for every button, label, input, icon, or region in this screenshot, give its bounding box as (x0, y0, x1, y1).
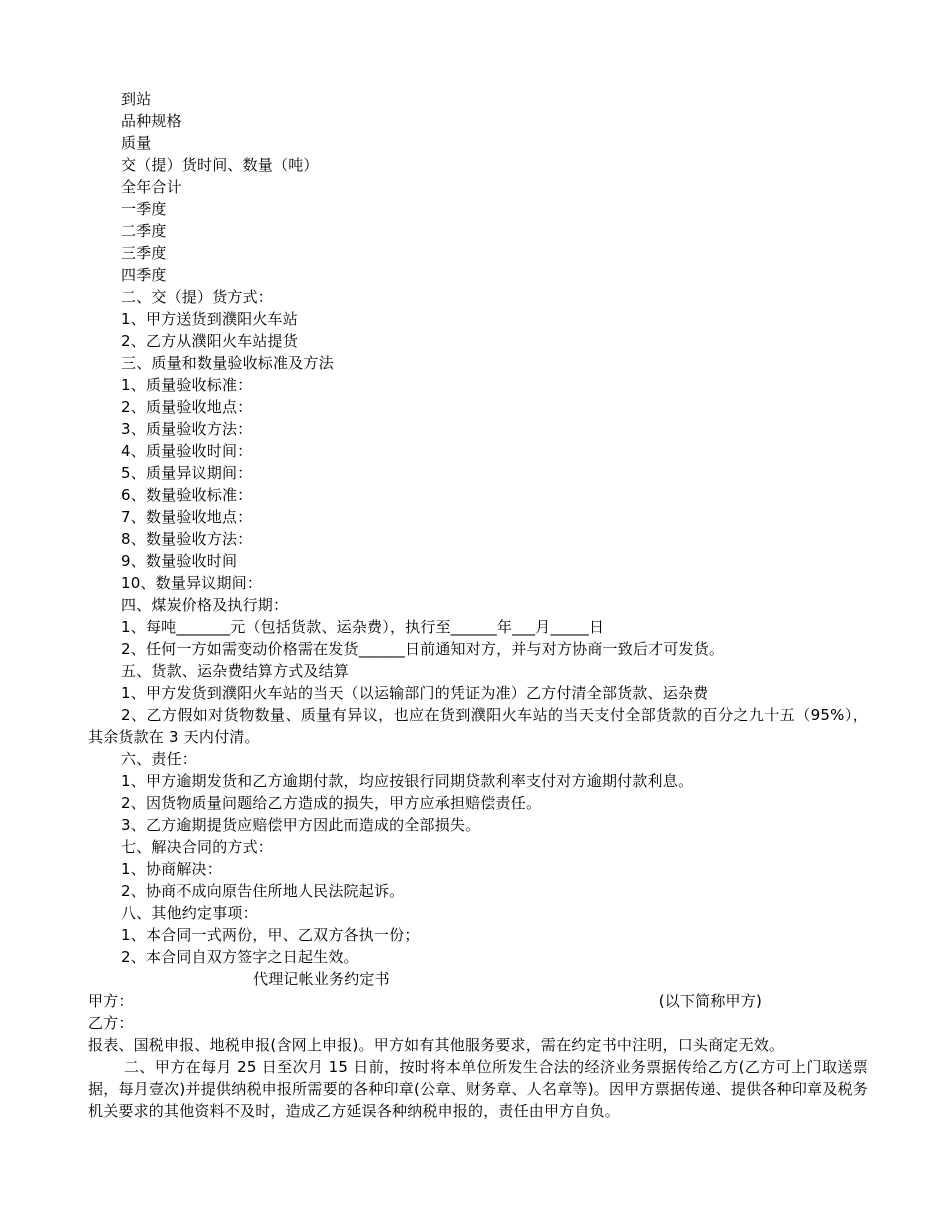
text-line: 交（提）货时间、数量（吨） (121, 156, 319, 174)
text-line: 2、任何一方如需变动价格需在发货______日前通知对方，并与对方协商一致后才可发货。 (121, 640, 725, 658)
text-line: 4、质量验收时间： (121, 442, 253, 460)
text-line: 2、乙方从濮阳火车站提货 (121, 332, 298, 350)
text-line: 质量 (121, 134, 152, 152)
text-line: 8、数量验收方法： (121, 530, 253, 548)
text-line: 3、质量验收方法： (121, 420, 253, 438)
text-line: 3、乙方逾期提货应赔偿甲方因此而造成的全部损失。 (121, 816, 481, 834)
text-line: 2、质量验收地点： (121, 398, 253, 416)
text-line: 一季度 (121, 200, 167, 218)
text-line: 到站 (121, 90, 152, 108)
text-line: 10、数量异议期间： (121, 574, 263, 592)
text-line: 1、每吨_______元（包括货款、运杂费），执行至______年___月_____日 (121, 618, 605, 636)
text-line: 1、甲方送货到濮阳火车站 (121, 310, 298, 328)
paragraph: 二、甲方在每月 25 日至次月 15 日前，按时将本单位所发生合法的经济业务票据传给乙方(乙方可上门取送票据，每月壹次)并提供纳税申报所需要的各种印章(公章、财务章、人名章等)。因甲方票据传递、提供各种印章及税务机关要求的其他资料不及时，造成乙方延误各种纳税申报的，责任由甲方自负。 (88, 1058, 868, 1120)
section-heading: 五、货款、运杂费结算方式及结算 (121, 662, 350, 680)
paragraph: 报表、国税申报、地税申报(含网上申报)。甲方如有其他服务要求，需在约定书中注明，口头商定无效。 (88, 1036, 785, 1054)
party-a-note: (以下简称甲方) (658, 992, 762, 1010)
text-line: 6、数量验收标准： (121, 486, 253, 504)
text-line: 2、因货物质量问题给乙方造成的损失，甲方应承担赔偿责任。 (121, 794, 542, 812)
section-heading: 二、交（提）货方式： (121, 288, 274, 306)
party-b-label: 乙方： (88, 1014, 134, 1032)
paragraph: 2、乙方假如对货物数量、质量有异议，也应在货到濮阳火车站的当天支付全部货款的百分之九十五（95%），其余货款在 3 天内付清。 (88, 706, 868, 746)
text-line: 2、本合同自双方签字之日起生效。 (121, 948, 359, 966)
section-heading: 三、质量和数量验收标准及方法 (121, 354, 334, 372)
text-line: 1、甲方发货到濮阳火车站的当天（以运输部门的凭证为准）乙方付清全部货款、运杂费 (121, 684, 709, 702)
section-heading: 四、煤炭价格及执行期： (121, 596, 289, 614)
text-line: 全年合计 (121, 178, 182, 196)
party-a-row (88, 990, 768, 1012)
party-a-label: 甲方： (88, 992, 134, 1010)
document-body (88, 88, 868, 1122)
text-line: 1、本合同一式两份，甲、乙双方各执一份； (121, 926, 420, 944)
section-heading: 七、解决合同的方式： (121, 838, 274, 856)
text-line: 四季度 (121, 266, 167, 284)
text-line: 1、质量验收标准： (121, 376, 253, 394)
text-line: 1、协商解决： (121, 860, 222, 878)
text-line: 三季度 (121, 244, 167, 262)
text-line: 5、质量异议期间： (121, 464, 253, 482)
section-heading: 六、责任： (121, 750, 198, 768)
text-line: 二季度 (121, 222, 167, 240)
document-title: 代理记帐业务约定书 (253, 970, 390, 988)
text-line: 1、甲方逾期发货和乙方逾期付款，均应按银行同期贷款利率支付对方逾期付款利息。 (121, 772, 694, 790)
text-line: 7、数量验收地点： (121, 508, 253, 526)
section-heading: 八、其他约定事项： (121, 904, 258, 922)
text-line: 9、数量验收时间 (121, 552, 238, 570)
text-line: 2、协商不成向原告住所地人民法院起诉。 (121, 882, 405, 900)
text-line: 品种规格 (121, 112, 182, 130)
